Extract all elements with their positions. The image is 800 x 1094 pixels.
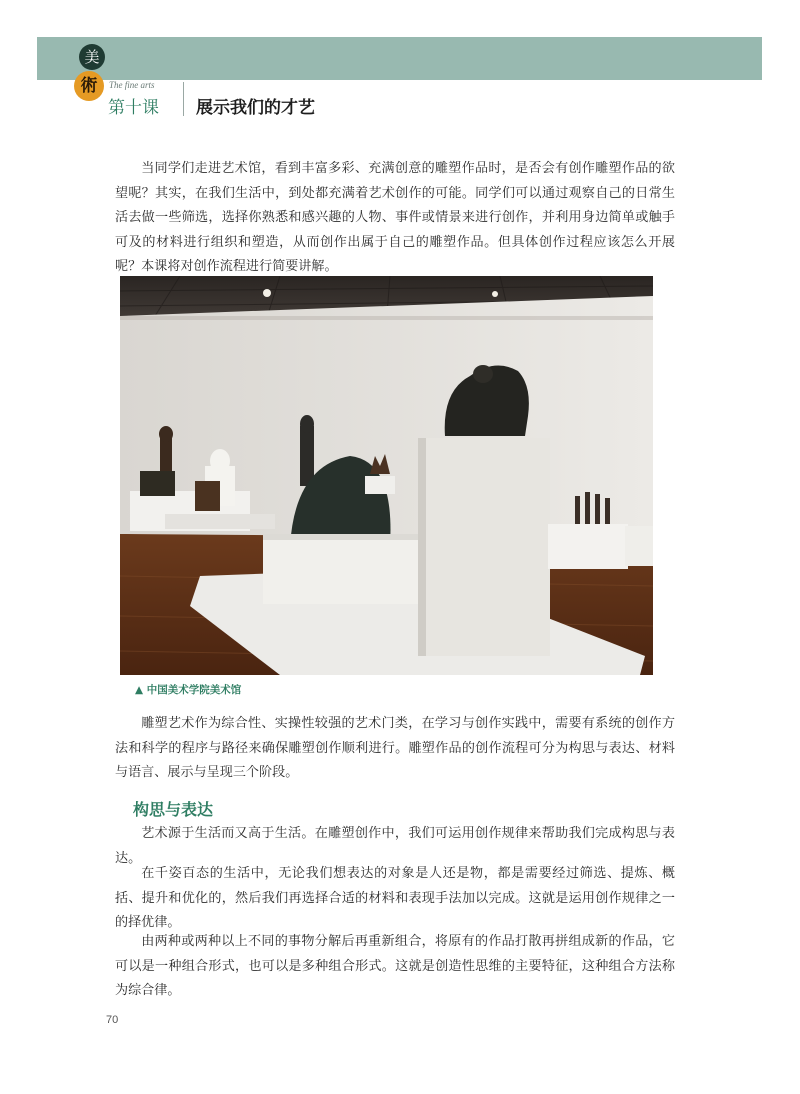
lesson-number: 第十课 [108,98,159,118]
intro-paragraph: 当同学们走进艺术馆，看到丰富多彩、充满创意的雕塑作品时，是否会有创作雕塑作品的欲望呢？其实，在我们生活中，到处都充满着艺术创作的可能。同学们可以通过观察自己的日常生活去做一些筛选，选择你熟悉和感兴趣的人物、事件或情景来进行创作，并利用身边简单或触手可及的材料进行组织和塑造，从而创作出属于自己的雕塑作品。但具体创作过程应该怎么开展呢？本课将对创作流程进行简要讲解。 [115,161,675,274]
photo-caption: ▲ 中国美术学院美术馆 [135,684,242,696]
section-heading: 构思与表达 [133,800,214,819]
section-paragraph-2: 在千姿百态的生活中，无论我们想表达的对象是人还是物，都是需要经过筛选、提炼、概括、提升和优化的，然后我们再选择合适的材料和表现手法加以完成。这就是运用创作规律之一的择优律。 [115,866,675,930]
header-divider [183,82,184,116]
header-band [37,37,762,80]
subject-label: The fine arts [109,80,155,90]
fine-arts-logo [74,44,110,104]
lesson-title: 展示我们的才艺 [196,98,315,118]
section-paragraph-1: 艺术源于生活而又高于生活。在雕塑创作中，我们可运用创作规律来帮助我们完成构思与表达。 [115,826,675,866]
logo-char-top: 美 [79,44,105,70]
section-paragraph-3: 由两种或两种以上不同的事物分解后再重新组合，将原有的作品打散再拼组成新的作品，它可以是一种组合形式，也可以是多种组合形式。这就是创造性思维的主要特征，这种组合方法称为综合律。 [115,934,675,998]
body-paragraph: 雕塑艺术作为综合性、实操性较强的艺术门类，在学习与创作实践中，需要有系统的创作方法和科学的程序与路径来确保雕塑创作顺利进行。雕塑作品的创作流程可分为构思与表达、材料与语言、展示与呈现三个阶段。 [115,716,675,780]
logo-char-bottom: 術 [74,71,104,101]
gallery-photo [120,276,653,675]
page-number: 70 [106,1014,119,1026]
